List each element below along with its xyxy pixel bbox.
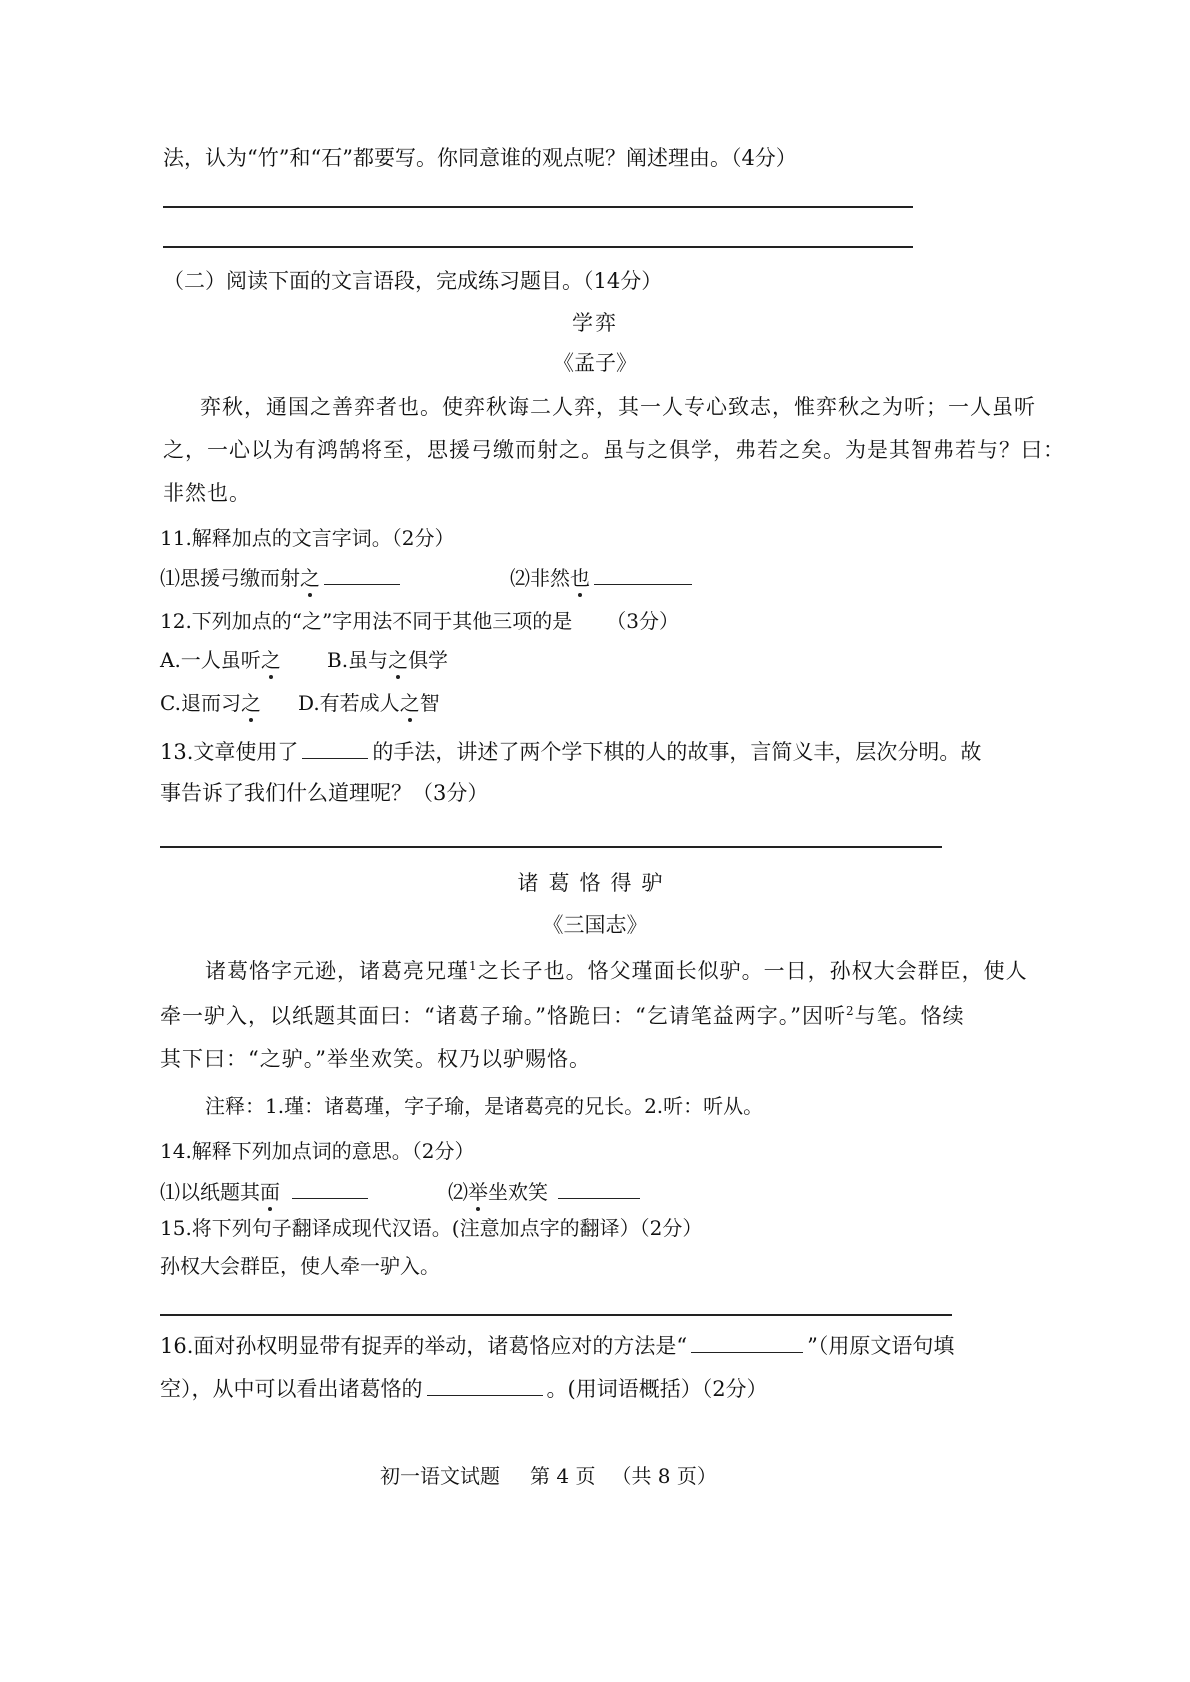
option-b xyxy=(327,650,448,670)
question-text: 13.文章使用了 xyxy=(160,740,299,764)
footer-total: （共 8 页） xyxy=(611,1464,717,1488)
dotted-char: 面 xyxy=(260,1180,280,1204)
dotted-char: 之 xyxy=(399,691,420,715)
answer-blank[interactable] xyxy=(427,1377,543,1396)
question-14-item-1 xyxy=(160,1180,372,1202)
option-d xyxy=(298,693,440,713)
answer-line[interactable] xyxy=(160,846,942,848)
footnote-mark: 1 xyxy=(469,959,478,973)
question-12 xyxy=(160,611,679,631)
section-heading: （二）阅读下面的文言语段，完成练习题目。（14分） xyxy=(163,269,663,293)
question-13-line-2: 事告诉了我们什么道理呢？（3分） xyxy=(160,781,489,805)
dotted-char: 举 xyxy=(468,1180,488,1204)
question-text: 12.下列加点的“之”字用法不同于其他三项的是 xyxy=(160,609,573,633)
question-11-item-2 xyxy=(510,566,696,588)
question-14: 14.解释下列加点词的意思。（2分） xyxy=(160,1139,475,1163)
question-15: 15.将下列句子翻译成现代汉语。(注意加点字的翻译）（2分） xyxy=(160,1216,703,1240)
question-13 xyxy=(160,740,981,763)
dotted-char: 之 xyxy=(240,691,261,715)
answer-line[interactable] xyxy=(163,246,913,248)
answer-blank[interactable] xyxy=(558,1180,640,1199)
passage-text: 诸葛恪字元逊，诸葛亮兄瑾 xyxy=(205,959,469,983)
footnote-mark: 2 xyxy=(845,1004,855,1018)
question-score: （3分） xyxy=(606,609,679,633)
option-c xyxy=(160,693,261,713)
passage-line xyxy=(205,960,1028,982)
passage-line: 弈秋，通国之善弈者也。使弈秋诲二人弈，其一人专心致志，惟弈秋之为听；一人虽听 xyxy=(200,395,1036,419)
passage-line xyxy=(160,1005,965,1027)
option-text: 俱学 xyxy=(408,648,449,672)
question-text: 空），从中可以看出诸葛恪的 xyxy=(160,1377,423,1401)
dotted-char: 之 xyxy=(300,566,320,590)
question-16 xyxy=(160,1334,954,1357)
question-text: ”（用原文语句填 xyxy=(807,1334,955,1358)
footer-exam: 初一语文试题 xyxy=(380,1464,500,1488)
passage-title: 诸葛恪得驴 xyxy=(517,871,673,895)
passage-source: 《孟子》 xyxy=(553,351,637,375)
answer-line[interactable] xyxy=(163,206,913,208)
question-text: 。(用词语概括）（2分） xyxy=(546,1377,768,1401)
answer-line[interactable] xyxy=(160,1314,952,1316)
question-14-item-2 xyxy=(448,1180,644,1202)
question-11-item-1 xyxy=(160,566,404,588)
passage-line: 之，一心以为有鸿鹄将至，思援弓缴而射之。虽与之俱学，弗若之矣。为是其智弗若与？曰： xyxy=(163,438,1065,462)
page-footer xyxy=(380,1466,717,1486)
question-11: 11.解释加点的文言字词。（2分） xyxy=(160,526,455,550)
option-text: B.虽与 xyxy=(327,648,389,672)
passage-text: 牵一驴入，以纸题其面曰：“诸葛子瑜。”恪跪曰：“乞请笔益两字。”因听 xyxy=(160,1004,846,1028)
question-text: 的手法，讲述了两个学下棋的人的故事，言简义丰，层次分明。故 xyxy=(372,740,982,764)
question-text: 16.面对孙权明显带有捉弄的举动，诸葛恪应对的方法是“ xyxy=(160,1334,688,1358)
answer-blank[interactable] xyxy=(292,1180,368,1199)
option-text: 智 xyxy=(419,691,440,715)
item-text: ⑴思援弓缴而射 xyxy=(160,566,300,590)
question-15-sentence: 孙权大会群臣，使人牵一驴入。 xyxy=(160,1254,440,1278)
passage-text: 之长子也。恪父瑾面长似驴。一日，孙权大会群臣，使人 xyxy=(477,959,1028,983)
dotted-char: 之 xyxy=(388,648,409,672)
answer-blank[interactable] xyxy=(594,566,692,585)
item-text: ⑵非然 xyxy=(510,566,570,590)
dotted-char: 之 xyxy=(260,648,281,672)
item-text: ⑵ xyxy=(448,1180,468,1204)
question-16-line-2 xyxy=(160,1377,768,1400)
option-text: C.退而习 xyxy=(160,691,241,715)
item-text: 坐欢笑 xyxy=(488,1180,548,1204)
passage-text: 与笔。恪续 xyxy=(854,1004,965,1028)
answer-blank[interactable] xyxy=(691,1334,803,1353)
passage-title: 学弈 xyxy=(572,311,618,335)
option-a xyxy=(160,650,281,670)
answer-blank[interactable] xyxy=(302,740,368,759)
item-text: ⑴以纸题其 xyxy=(160,1180,260,1204)
footer-page: 第 4 页 xyxy=(530,1464,596,1488)
option-text: D.有若成人 xyxy=(298,691,400,715)
footnote: 注释：1.瑾：诸葛瑾，字子瑜，是诸葛亮的兄长。2.听：听从。 xyxy=(205,1094,764,1118)
q10-tail: 法，认为“竹”和“石”都要写。你同意谁的观点呢？阐述理由。（4分） xyxy=(163,146,797,170)
passage-source: 《三国志》 xyxy=(542,913,648,937)
passage-line: 其下曰：“之驴。”举坐欢笑。权乃以驴赐恪。 xyxy=(160,1047,591,1071)
answer-blank[interactable] xyxy=(324,566,400,585)
dotted-char: 也 xyxy=(570,566,590,590)
option-text: A.一人虽听 xyxy=(160,648,261,672)
passage-line: 非然也。 xyxy=(163,481,251,505)
